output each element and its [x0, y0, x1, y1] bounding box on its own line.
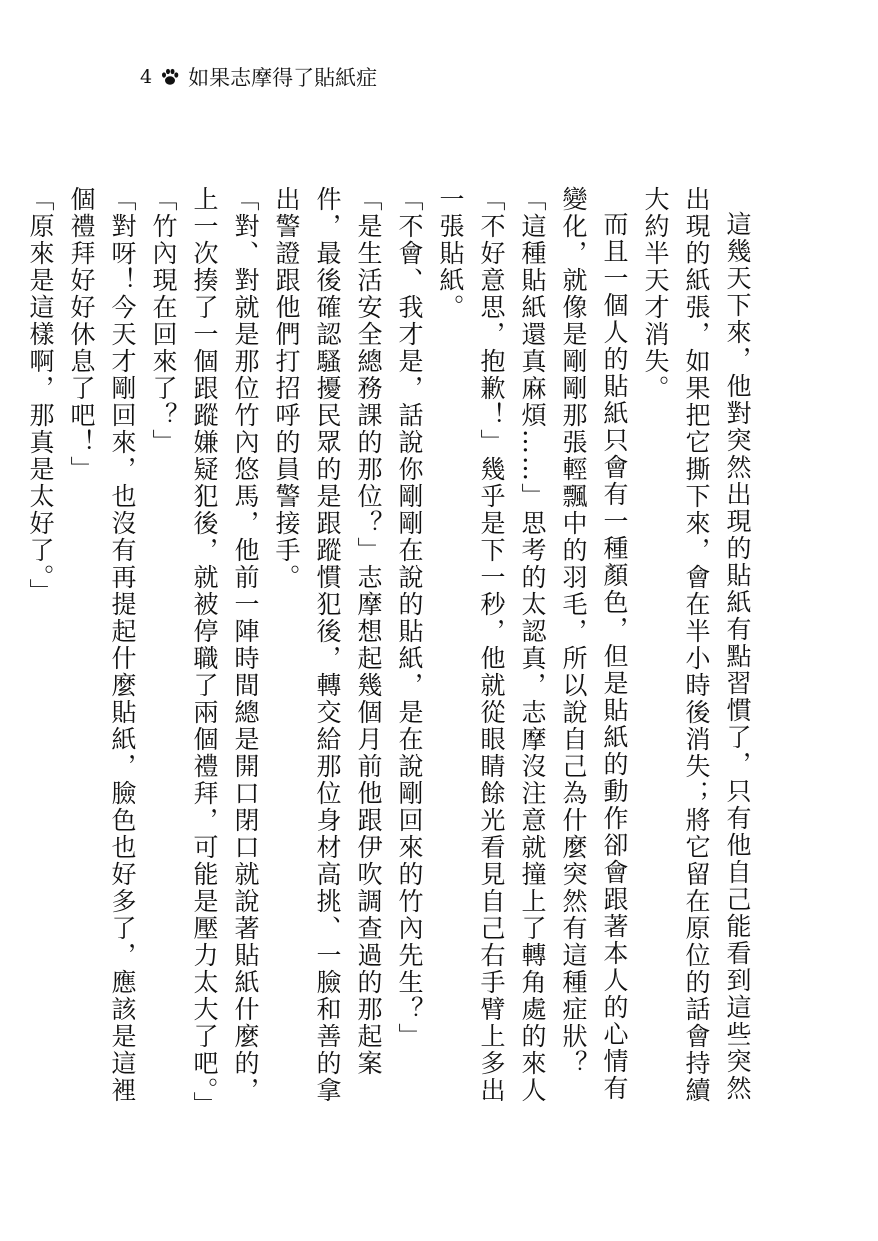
page-header	[140, 62, 377, 92]
paragraph-3: 「這種貼紙還真麻煩……」思考的太認真，志摩沒注意就撞上了轉角處的來人「不好意思，抱歉！」幾乎是下一秒，他就從眼睛餘光看見自己右手臂上多出一張貼紙。	[436, 186, 547, 1104]
book-title: 如果志摩得了貼紙症	[188, 66, 378, 90]
paragraph-6: 「對、對就是那位竹內悠馬，他前一陣時間總是開口閉口就說著貼紙什麼的，上一次揍了一個跟蹤嫌疑犯後，就被停職了兩個禮拜，可能是壓力太大了吧。」	[190, 186, 260, 1119]
paw-icon	[160, 67, 180, 87]
paragraph-7: 「竹內現在回來了？」	[149, 186, 178, 456]
paragraph-5: 「是生活安全總務課的那位？」志摩想起幾個月前他跟伊吹調查過的那起案件，最後確認騷擾民眾的是跟蹤慣犯後，轉交給那位身材高挑、一臉和善的拿出警證跟他們打招呼的員警接手。	[272, 186, 383, 1104]
paragraph-4: 「不會、我才是，話說你剛剛在說的貼紙，是在說剛回來的竹內先生？」	[395, 186, 424, 1050]
page-number: 4	[140, 66, 153, 88]
vertical-body-text	[26, 186, 758, 1126]
paragraph-8: 「對呀！今天才剛回來，也沒有再提起什麼貼紙，臉色也好多了，應該是這裡個禮拜好好休息了吧！」	[67, 186, 137, 1104]
paragraph-2: 而且一個人的貼紙只會有一種顏色，但是貼紙的動作卻會跟著本人的心情有變化，就像是剛剛那張輕飄中的羽毛，所以說自己為什麼突然有這種症狀？	[559, 186, 629, 1102]
paragraph-1: 這幾天下來，他對突然出現的貼紙有點習慣了，只有他自己能看到這些突然出現的紙張，如果把它撕下來，會在半小時後消失；將它留在原位的話會持續大約半天才消失。	[641, 186, 752, 1104]
paragraph-9: 「原來是這樣啊，那真是太好了。」	[26, 186, 55, 606]
